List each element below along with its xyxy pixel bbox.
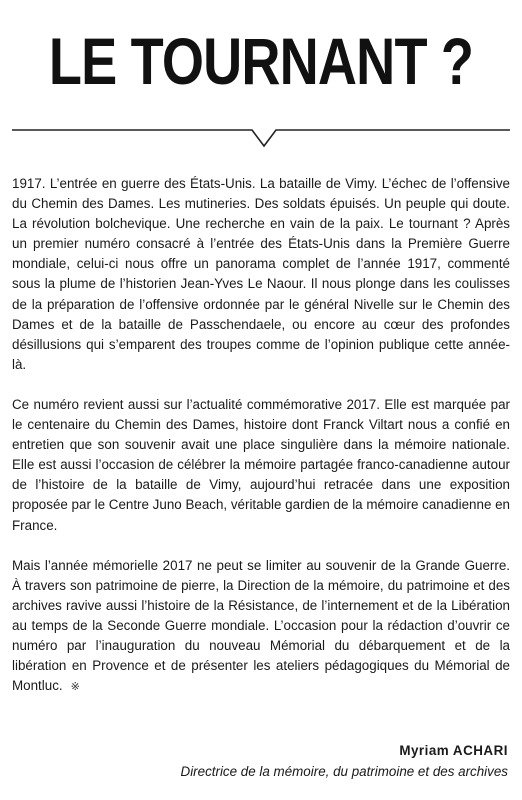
end-mark-icon: ※ <box>70 681 80 694</box>
paragraph-2: Ce numéro revient aussi sur l’actualité commémorative 2017. Elle est marquée par le centenaire du Chemin des Dames, histoire dont Franck Viltart nous a confié en entretien que son souvenir avait une place singulière dans la mémoire nationale. Elle est aussi l’occasion de célébrer la mémoire partagée franco-canadienne autour de l’histoire de la bataille de Vimy, aujourd’hui retracée dans une exposition proposée par le Centre Juno Beach, véritable gardien de la mémoire canadienne en France. <box>12 396 511 533</box>
page-title: LE TOURNANT ? <box>48 24 474 98</box>
signature-role: Directrice de la mémoire, du patrimoine et des archives <box>180 764 508 779</box>
editorial-body <box>12 174 510 717</box>
signature <box>181 740 508 782</box>
paragraph-1: 1917. L’entrée en guerre des États-Unis. La bataille de Vimy. L’échec de l’offensive du Chemin des Dames. Les mutineries. Des soldats épuisés. Un peuple qui doute. La révolution bolchevique. Une recherche en vain de la paix. Le tournant ? Après un premier numéro consacré à l’entrée des États-Unis dans la Première Guerre mondiale, celui-ci nous offre un panorama complet de l’année 1917, commenté sous la plume de l’historien Jean-Yves Le Naour. Il nous plonge dans les coulisses de la préparation de l’offensive ordonnée par le général Nivelle sur le Chemin des Dames et de la bataille de Passchendaele, ou encore au cœur des profondes désillusions qui s’emparent des troupes comme de l’opinion publique cette année-là. <box>12 176 510 372</box>
chevron-divider <box>12 128 510 158</box>
paragraph-3 <box>12 556 510 698</box>
paragraph-3-text: Mais l’année mémorielle 2017 ne peut se limiter au souvenir de la Grande Guerre. À travers son patrimoine de pierre, la Direction de la mémoire, du patrimoine et des archives ravive aussi l’histoire de la Résistance, de l’internement et de la Libération au temps de la Seconde Guerre mondiale. L’occasion pour la rédaction d’ouvrir ce numéro par l’inauguration du nouveau Mémorial du débarquement et de la libération en Provence et de présenter les ateliers pédagogiques du Mémorial de Montluc. <box>12 557 510 694</box>
signature-name: Myriam ACHARI <box>399 743 508 758</box>
